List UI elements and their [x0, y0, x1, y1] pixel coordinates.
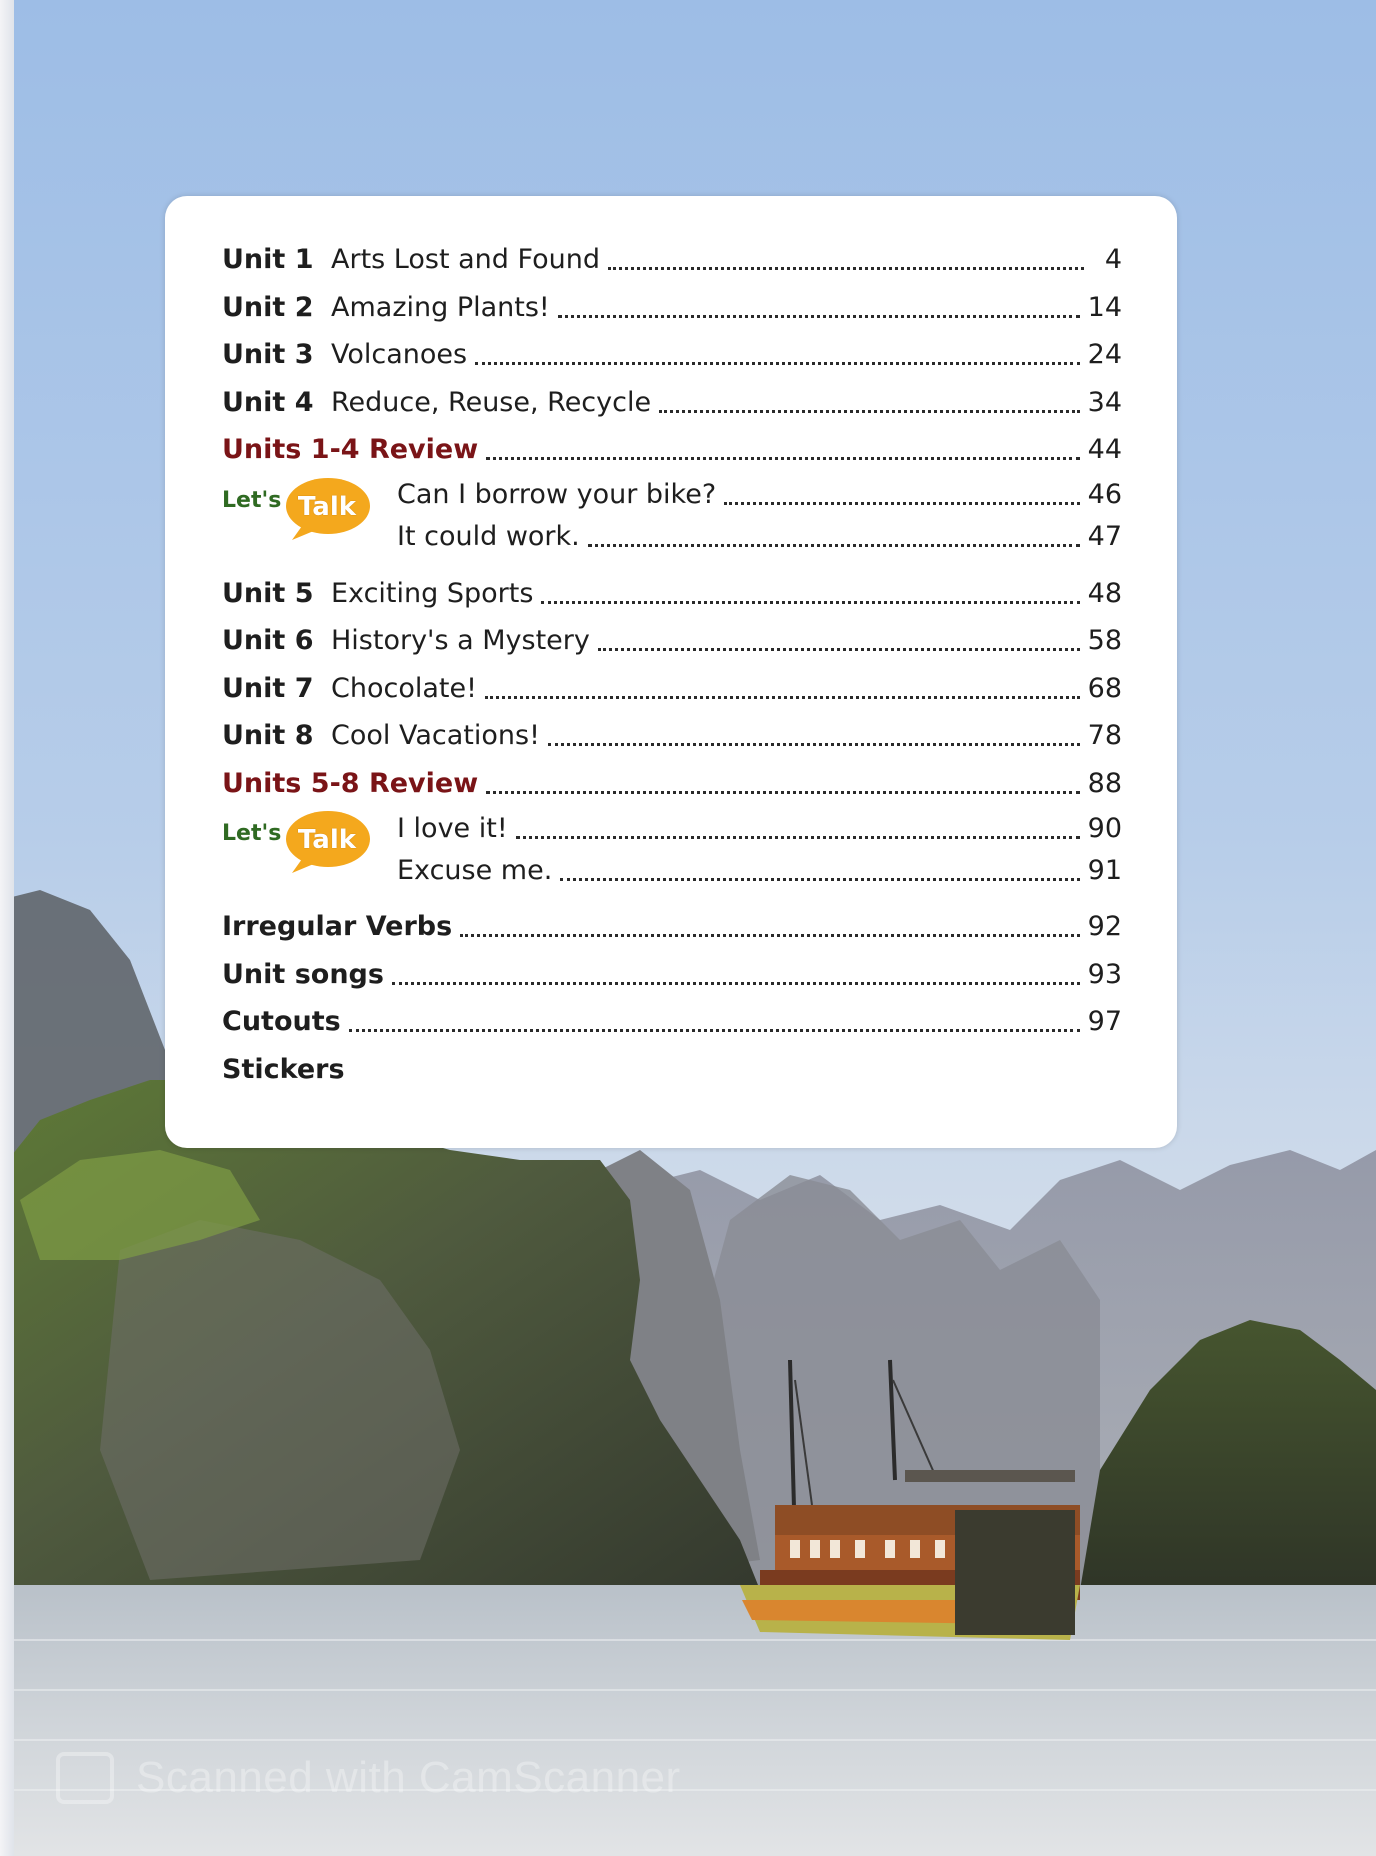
extra-title: Cutouts	[222, 1006, 341, 1038]
unit-title: History's a Mystery	[331, 625, 590, 657]
page-binding-edge	[0, 0, 14, 1856]
page-number: 78	[1087, 720, 1122, 752]
toc-row-review-5-8[interactable]	[222, 760, 1122, 808]
page-number: 90	[1087, 812, 1122, 844]
page-number: 4	[1104, 244, 1122, 276]
unit-title: Chocolate!	[331, 672, 477, 704]
lets-label: Let's	[222, 821, 282, 846]
toc-row-unit-4[interactable]	[222, 379, 1122, 427]
dot-leader	[392, 982, 1080, 985]
stickers-title: Stickers	[222, 1053, 345, 1085]
talk-item-title: Excuse me.	[397, 854, 553, 886]
toc-row-unit-8[interactable]	[222, 712, 1122, 760]
dot-leader	[608, 267, 1084, 270]
page-number: 34	[1087, 386, 1122, 418]
dot-leader	[560, 878, 1079, 881]
toc-row-unit-songs[interactable]	[222, 951, 1122, 999]
page-number: 97	[1087, 1006, 1122, 1038]
table-of-contents-card	[165, 196, 1177, 1148]
dot-leader	[588, 544, 1080, 547]
page-number: 91	[1087, 854, 1122, 886]
page-number: 48	[1087, 577, 1122, 609]
talk-item-title: Can I borrow your bike?	[397, 479, 717, 510]
toc-row-talk-item[interactable]	[397, 807, 1122, 849]
toc-row-stickers[interactable]	[222, 1046, 1122, 1094]
unit-number: Unit 6	[222, 625, 314, 657]
talk-item-title: It could work.	[397, 521, 580, 552]
toc-row-talk-item[interactable]	[397, 516, 1122, 558]
lets-talk-block-2	[222, 807, 1122, 892]
unit-title: Exciting Sports	[331, 577, 534, 609]
page-number: 88	[1087, 767, 1122, 799]
page-number: 14	[1087, 291, 1122, 323]
toc-row-talk-item[interactable]	[397, 474, 1122, 516]
toc-row-unit-2[interactable]	[222, 284, 1122, 332]
talk-item-title: I love it!	[397, 812, 508, 844]
page-number: 44	[1087, 434, 1122, 466]
page-number: 46	[1087, 479, 1122, 510]
toc-list	[222, 236, 1122, 1093]
unit-title: Cool Vacations!	[331, 720, 540, 752]
extra-title: Irregular Verbs	[222, 911, 453, 943]
unit-title: Arts Lost and Found	[331, 244, 600, 276]
unit-number: Unit 2	[222, 291, 314, 323]
dot-leader	[548, 743, 1080, 746]
dot-leader	[659, 410, 1080, 413]
dot-leader	[558, 315, 1080, 318]
dot-leader	[598, 648, 1080, 651]
page-number: 58	[1087, 625, 1122, 657]
lets-talk-items	[397, 807, 1122, 891]
toc-row-unit-7[interactable]	[222, 665, 1122, 713]
lets-label: Let's	[222, 487, 282, 513]
dot-leader	[485, 696, 1080, 699]
unit-title: Amazing Plants!	[331, 291, 550, 323]
toc-row-unit-1[interactable]	[222, 236, 1122, 284]
page-number: 93	[1087, 958, 1122, 990]
toc-row-review-1-4[interactable]	[222, 426, 1122, 474]
lets-talk-badge	[222, 476, 382, 548]
unit-title: Reduce, Reuse, Recycle	[331, 386, 652, 418]
page-number: 24	[1087, 339, 1122, 371]
toc-row-talk-item[interactable]	[397, 849, 1122, 891]
camscanner-logo-icon	[56, 1752, 114, 1804]
unit-number: Unit 4	[222, 386, 314, 418]
toc-row-irregular-verbs[interactable]	[222, 903, 1122, 951]
unit-number: Unit 1	[222, 244, 314, 276]
dot-leader	[541, 601, 1079, 604]
unit-number: Unit 5	[222, 577, 314, 609]
unit-number: Unit 8	[222, 720, 314, 752]
toc-row-unit-5[interactable]	[222, 570, 1122, 618]
dot-leader	[486, 457, 1079, 460]
dot-leader	[724, 502, 1079, 505]
extra-title: Unit songs	[222, 958, 384, 990]
lets-talk-block-1	[222, 474, 1122, 559]
review-title: Units 5-8 Review	[222, 767, 479, 799]
toc-row-cutouts[interactable]	[222, 998, 1122, 1046]
scanner-watermark	[56, 1752, 681, 1804]
review-title: Units 1-4 Review	[222, 434, 479, 466]
dot-leader	[460, 934, 1079, 937]
unit-title: Volcanoes	[331, 339, 468, 371]
page-number: 47	[1087, 521, 1122, 552]
talk-label: Talk	[297, 491, 357, 522]
page-number: 92	[1087, 911, 1122, 943]
talk-label: Talk	[297, 825, 357, 855]
dot-leader	[516, 836, 1080, 839]
unit-number: Unit 7	[222, 672, 314, 704]
lets-talk-badge	[222, 809, 382, 881]
toc-row-unit-3[interactable]	[222, 331, 1122, 379]
dot-leader	[349, 1029, 1080, 1032]
lets-talk-items	[397, 474, 1122, 558]
unit-number: Unit 3	[222, 339, 314, 371]
toc-row-unit-6[interactable]	[222, 617, 1122, 665]
dot-leader	[486, 791, 1079, 794]
page-number: 68	[1087, 672, 1122, 704]
watermark-text: Scanned with CamScanner	[136, 1753, 681, 1802]
dot-leader	[475, 362, 1080, 365]
